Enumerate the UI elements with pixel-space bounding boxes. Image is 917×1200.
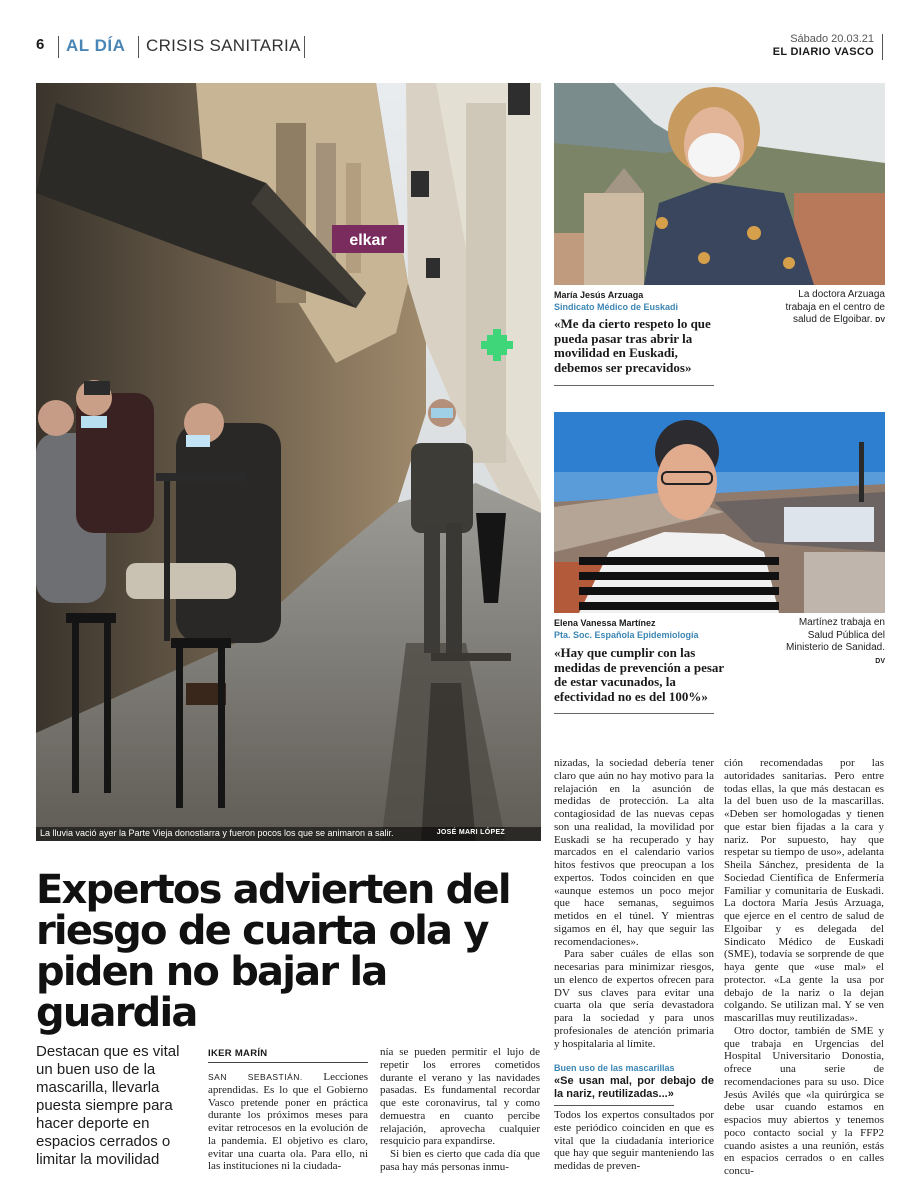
dateline: SAN SEBASTIÁN. <box>208 1072 303 1082</box>
photo-caption-text: La lluvia vació ayer la Parte Vieja donostiarra y fueron pocos los que se animaron a salir. <box>40 828 394 838</box>
profile-photo-martinez <box>554 412 885 613</box>
profile-name: Elena Vanessa Martínez <box>554 618 656 628</box>
pull-quote: «Se usan mal, por debajo de la nariz, reutilizadas...» <box>554 1075 714 1100</box>
profile-tag: DV <box>875 317 885 324</box>
profile-description <box>785 617 885 668</box>
author-divider <box>208 1062 368 1063</box>
paragraph: Otro doctor, también de SME y que trabaja en Urgencias del Hospital Universitario Donostia, ofrece una serie de recomendaciones para su uso. Dice Jesús Avilés que «la quirúrgica se debe usar cuando estamos en espacios muy abiertos y tenemos poco contacto social y la FFP2 cuando asistes a una reunión, estás en espacios cerrados o en calles concu- <box>724 1024 884 1177</box>
profile-photo-arzuaga <box>554 83 885 285</box>
section-label: AL DÍA <box>66 36 126 55</box>
paragraph: nía se pueden permitir el lujo de repetir los errores cometidos durante el verano y las navidades pasadas. Es fundamental recordar que este coronavirus, tal y como demuestra en cuanto percibe relajación, aprovecha cualquier resquicio para expandirse. <box>380 1046 540 1148</box>
shop-sign-text: elkar <box>349 232 387 249</box>
quote-divider <box>554 713 714 714</box>
header-divider <box>58 36 59 58</box>
page-header <box>36 30 884 64</box>
profile-quote: «Me da cierto respeto lo que pueda pasar tras abrir la movilidad en Euskadi, debemos ser precavidos» <box>554 316 711 375</box>
photo-caption <box>36 827 541 841</box>
issue-date: Sábado 20.03.21 <box>790 33 874 45</box>
header-divider <box>304 36 305 58</box>
article-author: IKER MARÍN <box>208 1048 268 1059</box>
main-photo <box>36 83 541 841</box>
header-divider <box>882 34 883 60</box>
paragraph: Todos los expertos consultados por este periódico coinciden en que es vital que la ciudadanía interiorice que hay que seguir manteniendo las medidas de preven- <box>554 1109 714 1172</box>
subsection-label: CRISIS SANITARIA <box>146 36 301 55</box>
paragraph: ción recomendadas por las autoridades sanitarias. Pero entre todas ellas, la que más destacan es la del buen uso de la mascarillas. «Deben ser homologadas y tienen que estar bien fijadas a la cara y nariz. Por supuesto, hay que respetar su tiempo de uso», adelanta Sheila Sánchez, presidenta de la Sociedad Científica de Enfermería Familiar y comunitaria de Euskadi. La doctora María Jesús Arzuaga, que ejerce en el centro de salud de Elgoibar y es delegada del Sindicato Médico de Euskadi (SME), todavía se sorprende de que haya gente que «use mal» el protector. «La gente la usa por debajo de la nariz o la dejan colgando. Se utilizan mal. Y se ven mascarillas muy reutilizadas». <box>724 757 884 1024</box>
profile-description <box>785 289 885 328</box>
article-column-2 <box>380 1046 540 1174</box>
newspaper-name: EL DIARIO VASCO <box>772 46 874 58</box>
profile-quote: «Hay que cumplir con las medidas de prevención a pesar de estar vacunados, la efectividad no es del 100%» <box>554 645 724 704</box>
profile-role: Sindicato Médico de Euskadi <box>554 302 679 312</box>
paragraph: nizadas, la sociedad debería tener claro que aún no hay motivo para la relajación en la asunción de medidas de protección. La alta contagiosidad de las nuevas cepas son una realidad, la movilidad por Euskadi se ha recuperado y hay marcados en el calendario varios hitos festivos que preocupan a los expertos. Todos coinciden en que «aunque estemos un poco mejor que hace semanas, seguimos metidos en el túnel. Y mientras sigamos en él, hay que seguir las recomendaciones». <box>554 757 714 948</box>
street-scene-illustration <box>36 83 541 841</box>
paragraph: Lecciones aprendidas. Es lo que el Gobierno Vasco pretende poner en práctica durante los próximos meses para evitar retrocesos en la evolución de la pandemia. El objetivo es claro, evitar una cuarta ola. Para ello, ni las instituciones ni la ciudada- <box>208 1071 368 1173</box>
profile-name: María Jesús Arzuaga <box>554 290 644 300</box>
page-number: 6 <box>36 36 45 53</box>
header-divider <box>138 36 139 58</box>
profile-description-text: Martínez trabaja en Salud Pública del Ministerio de Sanidad. <box>786 617 885 653</box>
section-kicker: Buen uso de las mascarillas <box>554 1063 675 1074</box>
article-headline: Expertos advierten del riesgo de cuarta ola y piden no bajar la guardia <box>36 867 510 1036</box>
paragraph: Para saber cuáles de ellas son necesarias para minimizar riesgos, un elenco de expertos ofrecen para DV sus claves para evitar una cuarta ola que sería devastadora para la sociedad y para unos profesionales de atención primaria y hospitalaria al límite. <box>554 948 714 1050</box>
article-column-1 <box>208 1071 368 1173</box>
photo-credit: JOSÉ MARI LÓPEZ <box>436 829 505 836</box>
profile-tag: DV <box>875 657 885 665</box>
article-subheadline: Destacan que es vital un buen uso de la mascarilla, llevarla puesta siempre para hacer deporte en espacios cerrados o limitar la movilidad <box>36 1043 180 1168</box>
article-column-4 <box>724 757 884 1178</box>
pull-quote-divider <box>554 1105 674 1106</box>
quote-divider <box>554 385 714 386</box>
paragraph: Si bien es cierto que cada día que pasa hay más personas inmu- <box>380 1148 540 1173</box>
profile-role: Pta. Soc. Española Epidemiología <box>554 630 699 640</box>
article-column-3 <box>554 757 714 1173</box>
profile-description-text: La doctora Arzuaga trabaja en el centro de salud de Elgoibar. <box>785 289 885 325</box>
